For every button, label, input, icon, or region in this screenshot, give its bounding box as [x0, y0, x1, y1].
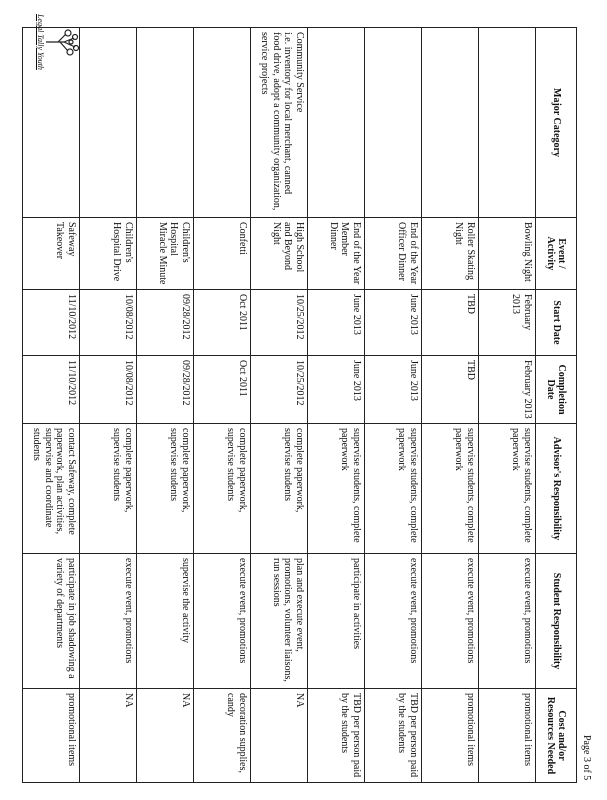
- table-cell: Confetti: [194, 218, 251, 290]
- table-cell: Bowling Night: [479, 218, 536, 290]
- table-cell: Children's Hospital Drive: [80, 218, 137, 290]
- table-cell: June 2013: [365, 290, 422, 356]
- table-cell: execute event, promotions: [479, 554, 536, 689]
- table-cell: End of the Year Officer Dinner: [365, 218, 422, 290]
- table-cell: TBD: [422, 356, 479, 424]
- table-cell: complete paperwork, supervise students: [137, 424, 194, 554]
- table-cell: Oct 2011: [194, 356, 251, 424]
- table-cell: [137, 28, 194, 218]
- table-cell: End of the Year Member Dinner: [308, 218, 365, 290]
- table-cell: 10/25/2012: [251, 356, 308, 424]
- table-cell: June 2013: [365, 356, 422, 424]
- table-cell: High School and Beyond Night: [251, 218, 308, 290]
- header-student-responsibility: Student Responsibility: [536, 554, 577, 689]
- table-cell: participate in job shadowing a variety of departments: [23, 554, 80, 689]
- table-cell: TBD: [422, 290, 479, 356]
- table-row: [422, 28, 479, 783]
- header-advisor-responsibility: Advisor's Responsibility: [536, 424, 577, 554]
- table-cell: [479, 28, 536, 218]
- category-description: i.e. inventory for local merchant, canned food drive, adopt a community organization, service projects: [259, 32, 294, 211]
- table-cell: promotional items: [422, 689, 479, 783]
- table-cell: 10/25/2012: [251, 290, 308, 356]
- table-cell: [308, 28, 365, 218]
- header-completion-date: Completion Date: [536, 356, 577, 424]
- table-row: [137, 28, 194, 783]
- table-cell: execute event, promotions: [80, 554, 137, 689]
- table-cell: complete paperwork, supervise students: [194, 424, 251, 554]
- table-cell: [80, 28, 137, 218]
- table-cell: TBD per person paid by the students: [308, 689, 365, 783]
- table-row: [194, 28, 251, 783]
- header-event-activity: Event / Activity: [536, 218, 577, 290]
- logo-text: Legal Tally Youth: [36, 14, 45, 70]
- table-cell: NA: [137, 689, 194, 783]
- table-row: [251, 28, 308, 783]
- table-cell: TBD per person paid by the students: [365, 689, 422, 783]
- header-major-category: Major Category: [536, 28, 577, 218]
- table-cell: Children's Hospital Miracle Minute: [137, 218, 194, 290]
- table-cell: June 2013: [308, 290, 365, 356]
- table-cell: supervise students, complete paperwork: [308, 424, 365, 554]
- table-cell: February 2013: [479, 290, 536, 356]
- table-cell: June 2013: [308, 356, 365, 424]
- table-cell: promotional items: [23, 689, 80, 783]
- table-cell: 09/28/2012: [137, 356, 194, 424]
- table-cell: 11/10/2012: [23, 356, 80, 424]
- activity-plan-table: [22, 27, 577, 783]
- table-cell: 09/28/2012: [137, 290, 194, 356]
- table-cell: decoration supplies, candy: [194, 689, 251, 783]
- table-row: [365, 28, 422, 783]
- table-cell: 10/08/2012: [80, 356, 137, 424]
- table-cell: execute event, promotions: [365, 554, 422, 689]
- table-cell: Roller Skating Night: [422, 218, 479, 290]
- table-cell: participate in activities: [308, 554, 365, 689]
- table-header-row: [536, 28, 577, 783]
- header-cost-resources: Cost and/or Resources Needed: [536, 689, 577, 783]
- table-cell: Safeway Takeover: [23, 218, 80, 290]
- table-cell: [194, 28, 251, 218]
- header-start-date: Start Date: [536, 290, 577, 356]
- table-cell: 10/08/2012: [80, 290, 137, 356]
- table-cell: supervise the activity: [137, 554, 194, 689]
- table-cell: [422, 28, 479, 218]
- table-cell: February 2013: [479, 356, 536, 424]
- table-row: [479, 28, 536, 783]
- table-row: [80, 28, 137, 783]
- table-cell: promotional items: [479, 689, 536, 783]
- table-cell: Oct 2011: [194, 290, 251, 356]
- table-cell: supervise students, complete paperwork: [479, 424, 536, 554]
- table-cell: 11/10/2012: [23, 290, 80, 356]
- table-cell: complete paperwork, supervise students: [251, 424, 308, 554]
- table-cell: execute event, promotions: [422, 554, 479, 689]
- table-row: [308, 28, 365, 783]
- category-title: Community Service: [294, 32, 305, 113]
- table-cell: contact Safeway, complete paperwork, plan activities, supervise and coordinate students: [23, 424, 80, 554]
- table-cell: supervise students, complete paperwork: [422, 424, 479, 554]
- table-cell: [365, 28, 422, 218]
- table-cell: NA: [80, 689, 137, 783]
- table-row: [23, 28, 80, 783]
- table-cell: supervise students, complete paperwork: [365, 424, 422, 554]
- table-cell: [23, 28, 80, 218]
- page-number: Page 3 of 5: [581, 735, 592, 781]
- table-cell: NA: [251, 689, 308, 783]
- table-cell: execute event, promotions: [194, 554, 251, 689]
- table-cell: plan and execute event, promotions, volunteer liaisons, run sessions: [251, 554, 308, 689]
- category-cell: [251, 28, 308, 218]
- table-cell: complete paperwork, supervise students: [80, 424, 137, 554]
